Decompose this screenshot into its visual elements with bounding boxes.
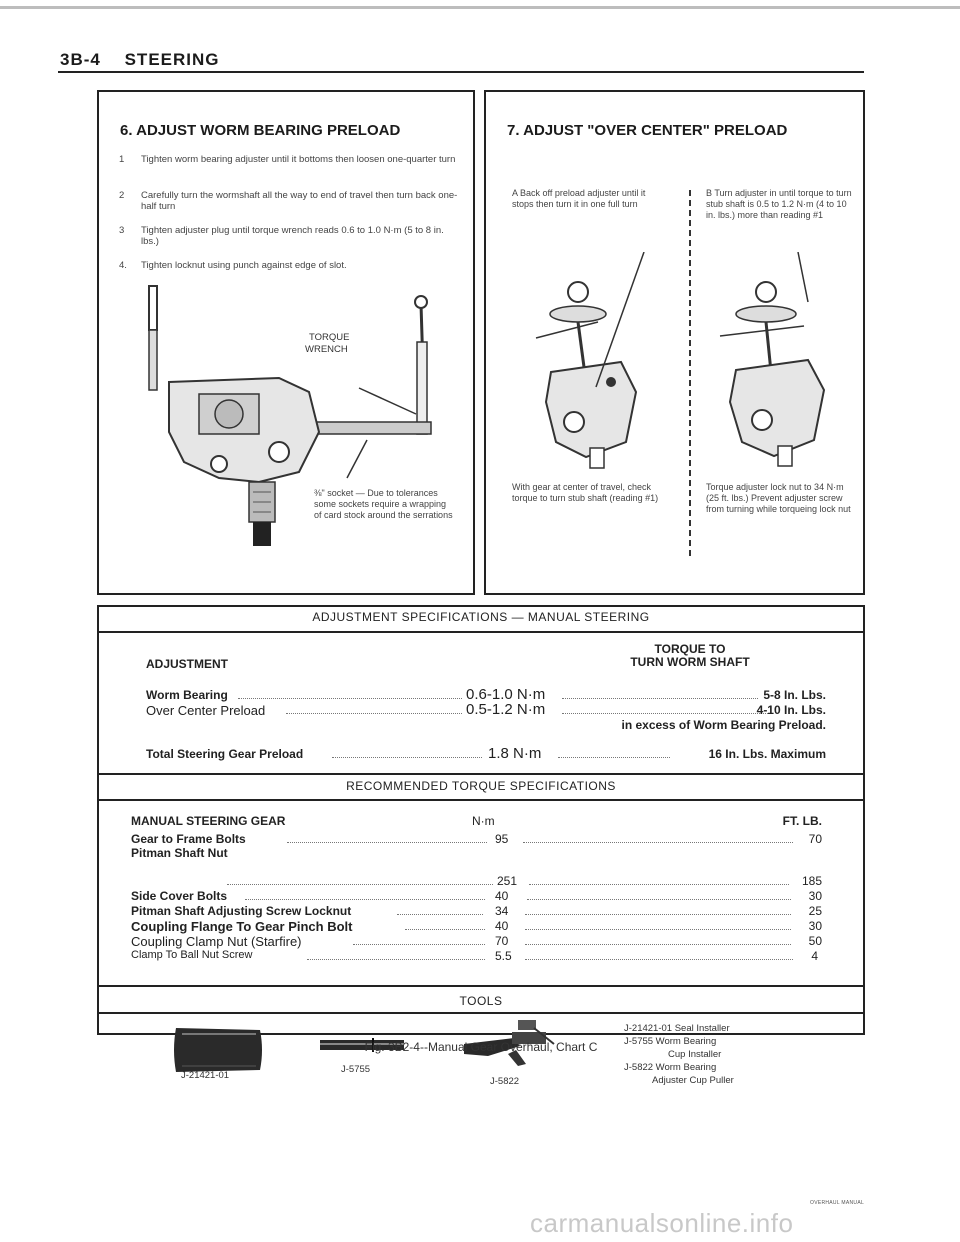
page-top-edge xyxy=(0,6,960,9)
section-rule xyxy=(97,985,865,987)
torque-nm: 70 xyxy=(495,934,509,948)
leader-dots xyxy=(525,904,791,915)
adjustment-name: Worm Bearing xyxy=(146,688,228,702)
leader-dots xyxy=(353,934,485,945)
adjustment-heading: ADJUSTMENT SPECIFICATIONS — MANUAL STEERING xyxy=(312,610,650,624)
torque-ft: 4 xyxy=(811,949,818,963)
label-torque: TORQUE xyxy=(309,332,350,343)
leader-dots xyxy=(397,904,483,915)
step-3 xyxy=(119,225,459,249)
adjuster-torque-illustration xyxy=(708,252,858,472)
tools-legend-line: J-21421-01 Seal Installer xyxy=(624,1023,730,1034)
torque-nm: 40 xyxy=(495,919,509,933)
figure-caption: Fig. 3B2-4--Manual Gear Overhaul, Chart C xyxy=(364,1040,598,1054)
step-text: Tighten locknut using punch against edge of slot. xyxy=(141,260,347,271)
step-text: Tighten worm bearing adjuster until it bottoms then loosen one-quarter turn xyxy=(141,154,456,165)
torque-ft: 30 xyxy=(808,919,822,933)
torque-name: Gear to Frame Bolts xyxy=(131,832,246,846)
torque-col-2: N·m xyxy=(472,814,495,828)
tools-legend xyxy=(624,1022,854,1087)
adjustment-value: 5-8 In. Lbs. xyxy=(763,688,826,702)
tools-legend-line: J-5755 Worm Bearing xyxy=(624,1036,717,1047)
torque-row xyxy=(131,949,822,964)
adjustment-row xyxy=(146,747,826,762)
torque-nm: 95 xyxy=(495,832,509,846)
torque-name: Pitman Shaft Nut xyxy=(131,846,228,860)
leader-dots xyxy=(238,688,462,699)
watermark: carmanualsonline.info xyxy=(530,1208,794,1238)
torque-heading-rule xyxy=(97,799,865,801)
section-number: 3B-4 xyxy=(60,50,101,69)
section-title: STEERING xyxy=(124,50,220,69)
label-wrench: WRENCH xyxy=(305,344,348,355)
adjustment-nm: 1.8 N·m xyxy=(488,745,542,762)
torque-row xyxy=(131,832,822,847)
leader-dots xyxy=(332,747,482,758)
adjustment-col-right-1: TORQUE TO xyxy=(654,642,726,656)
leader-dots xyxy=(523,832,793,843)
torque-nm: 34 xyxy=(495,904,509,918)
torque-heading: RECOMMENDED TORQUE SPECIFICATIONS xyxy=(346,779,616,793)
leader-dots xyxy=(405,919,485,930)
leader-dots xyxy=(245,889,485,900)
torque-ft: 25 xyxy=(808,904,822,918)
step-2 xyxy=(119,190,459,214)
adjustment-value: 16 In. Lbs. Maximum xyxy=(708,747,826,761)
torque-row xyxy=(131,919,822,934)
footer-mark: OVERHAUL MANUAL xyxy=(810,1200,865,1206)
tools-legend-line: Cup Installer xyxy=(668,1049,722,1060)
step-number: 4. xyxy=(119,260,127,271)
adjustment-nm: 0.5-1.2 N·m xyxy=(466,701,546,718)
tools-legend-line: Adjuster Cup Puller xyxy=(652,1075,734,1086)
step-b-caption: Torque adjuster lock nut to 34 N·m (25 ft. lbs.) Prevent adjuster screw from turning while torqueing lock nut xyxy=(706,482,851,514)
page-header xyxy=(60,50,220,70)
torque-col-3: FT. LB. xyxy=(782,814,822,828)
adjustment-note: in excess of Worm Bearing Preload. xyxy=(621,718,826,732)
tool-code-j-5822: J-5822 xyxy=(490,1076,520,1087)
tools-legend-line: J-5822 Worm Bearing xyxy=(624,1062,717,1073)
torque-name: Coupling Flange To Gear Pinch Bolt xyxy=(131,919,353,934)
leader-dots xyxy=(286,703,462,714)
torque-row xyxy=(131,874,822,889)
leader-dots xyxy=(562,688,758,699)
leader-dots xyxy=(525,919,791,930)
leader-dots xyxy=(307,949,485,960)
tool-code-j-5755: J-5755 xyxy=(341,1064,371,1075)
leader-dots xyxy=(227,874,493,885)
adjustment-name: Over Center Preload xyxy=(146,703,266,718)
torque-ft: 50 xyxy=(808,934,822,948)
tool-code-j-21421-01: J-21421-01 xyxy=(181,1070,230,1081)
leader-dots xyxy=(525,934,791,945)
torque-row xyxy=(131,846,822,861)
step-number: 3 xyxy=(119,225,125,236)
torque-name: Pitman Shaft Adjusting Screw Locknut xyxy=(131,904,352,918)
torque-col-1: MANUAL STEERING GEAR xyxy=(131,814,286,828)
adjustment-value: 4-10 In. Lbs. xyxy=(756,703,826,717)
panel-over-center-preload xyxy=(484,90,865,595)
step-a-text: A Back off preload adjuster until it stops then turn it in one full turn xyxy=(512,188,646,209)
header-rule xyxy=(58,71,864,73)
leader-dots xyxy=(558,747,670,758)
panel6-steps xyxy=(119,154,459,274)
adjustment-nm: 0.6-1.0 N·m xyxy=(466,686,546,703)
step-number: 1 xyxy=(119,154,125,165)
gear-check-torque-illustration xyxy=(526,252,676,472)
leader-dots xyxy=(527,889,791,900)
step-b-text: B Turn adjuster in until torque to turn stub shaft is 0.5 to 1.2 N·m (4 to 10 in. lbs.) more than reading #1 xyxy=(706,188,852,220)
adjustment-col-right-2: TURN WORM SHAFT xyxy=(630,655,750,669)
step-4 xyxy=(119,260,459,274)
torque-ft: 70 xyxy=(808,832,822,846)
leader-dots xyxy=(562,703,768,714)
step-number: 2 xyxy=(119,190,125,201)
panel6-title: 6. ADJUST WORM BEARING PRELOAD xyxy=(120,122,401,139)
socket-note: ⅜" socket — Due to tolerances some sockets require a wrapping of card stock around the serrations xyxy=(314,488,453,520)
adjustment-col-left: ADJUSTMENT xyxy=(146,657,229,671)
leader-dots xyxy=(287,832,487,843)
tools-heading: TOOLS xyxy=(459,994,503,1008)
torque-ft: 185 xyxy=(801,874,822,888)
torque-nm: 40 xyxy=(495,889,509,903)
adjustment-name: Total Steering Gear Preload xyxy=(146,747,304,761)
step-text: Carefully turn the wormshaft all the way to end of travel then turn back one-half turn xyxy=(141,190,458,212)
adjustment-row xyxy=(146,703,826,718)
leader-dots xyxy=(529,874,789,885)
torque-nm: 5.5 xyxy=(495,949,512,963)
torque-ft: 30 xyxy=(808,889,822,903)
column-divider xyxy=(689,190,691,556)
adjustment-heading-rule xyxy=(97,631,865,633)
torque-row xyxy=(131,934,822,949)
torque-row xyxy=(131,889,822,904)
torque-nm: 251 xyxy=(497,874,518,888)
step-1 xyxy=(119,154,459,178)
leader-dots xyxy=(525,949,793,960)
torque-name: Clamp To Ball Nut Screw xyxy=(131,949,253,961)
step-text: Tighten adjuster plug until torque wrench reads 0.6 to 1.0 N·m (5 to 8 in. lbs.) xyxy=(141,225,444,247)
torque-row xyxy=(131,904,822,919)
torque-name: Coupling Clamp Nut (Starfire) xyxy=(131,934,302,949)
torque-name: Side Cover Bolts xyxy=(131,889,228,903)
panel7-title: 7. ADJUST "OVER CENTER" PRELOAD xyxy=(507,122,788,139)
step-a-caption: With gear at center of travel, check torque to turn stub shaft (reading #1) xyxy=(512,482,659,503)
panel-worm-bearing-preload xyxy=(97,90,475,595)
section-rule xyxy=(97,773,865,775)
